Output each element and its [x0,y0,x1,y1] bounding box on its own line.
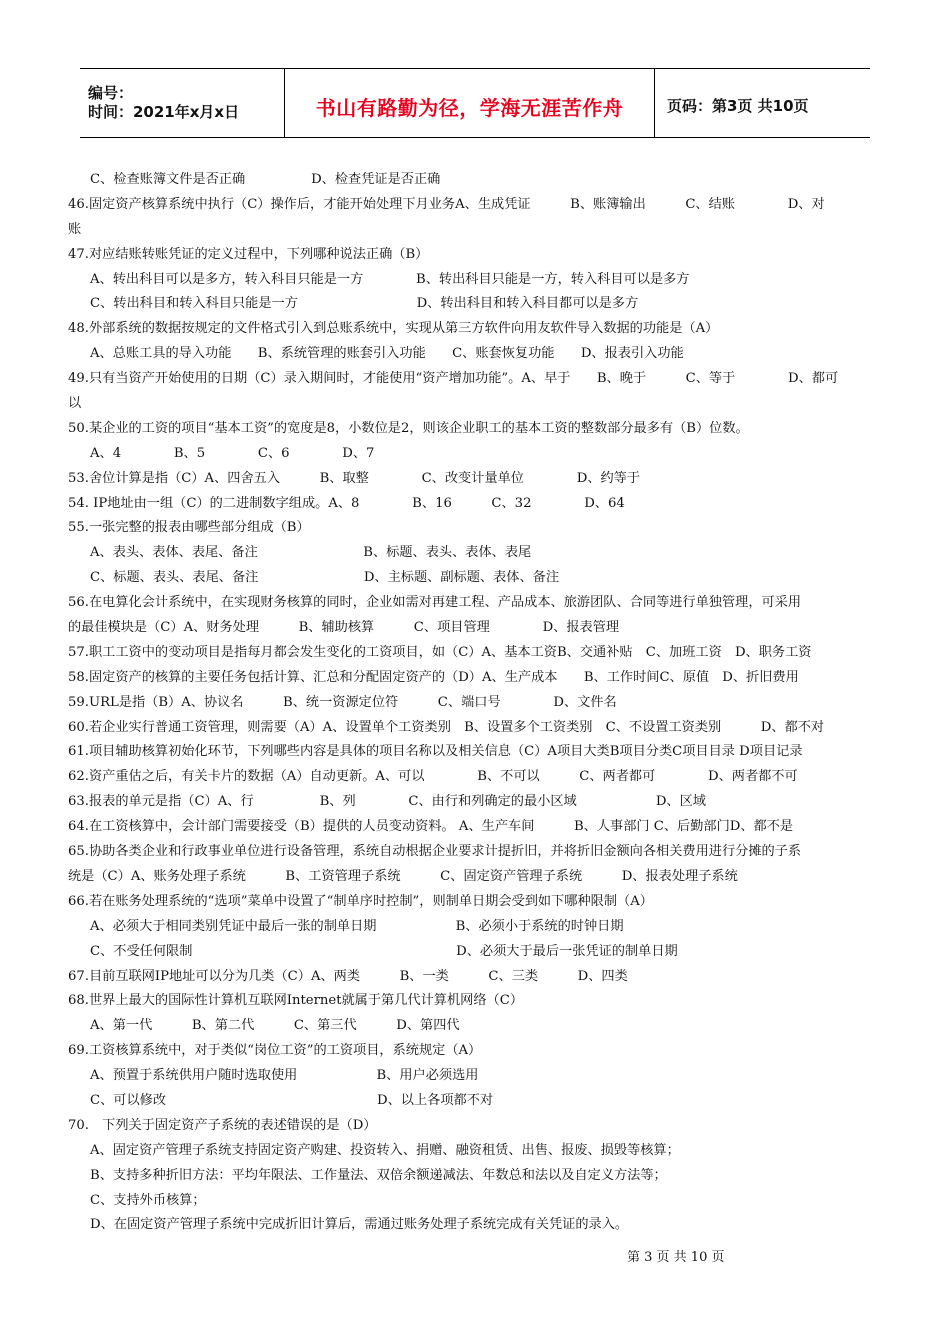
text-line: 66.若在账务处理系统的“选项”菜单中设置了“制单序时控制”，则制单日期会受到如下哪种限制（A） [68,893,653,909]
text-line: A、总账工具的导入功能 B、系统管理的账套引入功能 C、账套恢复功能 D、报表引入功能 [90,346,684,362]
text-line: 53.舍位计算是指（C）A、四舍五入 B、取整 C、改变计量单位 D、约等于 [68,470,641,486]
text-line: C、标题、表头、表尾、备注 D、主标题、副标题、表体、备注 [90,570,560,586]
text-line: 67.目前互联网IP地址可以分为几类（C）A、两类 B、一类 C、三类 D、四类 [68,968,628,984]
doc-number-label: 编号： [88,84,134,102]
page-footer: 第 3 页 共 10 页 [627,1250,725,1265]
text-line: 56.在电算化会计系统中，在实现财务核算的同时，企业如需对再建工程、产品成本、旅游团队、合同等进行单独管理，可采用 [68,595,802,611]
text-line: 以 [68,396,82,412]
text-line: A、4 B、5 C、6 D、7 [90,445,375,461]
text-line: 63.报表的单元是指（C）A、行 B、列 C、由行和列确定的最小区域 D、区域 [68,794,706,810]
text-line: 61.项目辅助核算初始化环节，下列哪些内容是具体的项目名称以及相关信息（C）A项目大类B项目分类C项目目录 D项目记录 [68,744,803,760]
text-line: 的最佳模块是（C）A、财务处理 B、辅助核算 C、项目管理 D、报表管理 [68,620,620,636]
text-line: B、支持多种折旧方法：平均年限法、工作量法、双倍余额递减法、年数总和法以及自定义方法等； [90,1167,667,1183]
text-line: 60.若企业实行普通工资管理，则需要（A）A、设置单个工资类别 B、设置多个工资类别 C、不设置工资类别 D、都不对 [68,719,825,735]
text-line: A、固定资产管理子系统支持固定资产购建、投资转入、捐赠、融资租赁、出售、报废、损毁等核算； [90,1142,680,1158]
text-line: 57.职工工资中的变动项目是指每月都会发生变化的工资项目，如（C）A、基本工资B、交通补贴 C、加班工资 D、职务工资 [68,644,812,660]
text-line: D、在固定资产管理子系统中完成折旧计算后，需通过账务处理子系统完成有关凭证的录入。 [90,1217,629,1233]
text-line: 62.资产重估之后，有关卡片的数据（A）自动更新。A、可以 B、不可以 C、两者都可 D、两者都不可 [68,769,798,785]
text-line: 58.固定资产的核算的主要任务包括计算、汇总和分配固定资产的（D）A、生产成本 B、工作时间C、原值 D、折旧费用 [68,669,799,685]
text-line: C、检查账簿文件是否正确 D、检查凭证是否正确 [90,172,441,187]
header-middle-cell [285,69,655,137]
text-line: C、不受任何限制 D、必须大于最后一张凭证的制单日期 [90,943,678,959]
page-header [80,68,870,138]
text-line: 46.固定资产核算系统中执行（C）操作后，才能开始处理下月业务A、生成凭证 B、账簿输出 C、结账 D、对 [68,196,825,212]
text-line: 50.某企业的工资的项目“基本工资”的宽度是8，小数位是2，则该企业职工的基本工资的整数部分最多有（B）位数。 [68,420,749,436]
text-line: 54. IP地址由一组（C）的二进制数字组成。A、8 B、16 C、32 D、64 [68,495,625,511]
text-line: C、可以修改 D、以上各项都不对 [90,1092,494,1108]
text-line: 48.外部系统的数据按规定的文件格式引入到总账系统中，实现从第三方软件向用友软件导入数据的功能是（A） [68,321,719,337]
question-body [68,168,884,1238]
text-line: 47.对应结账转账凭证的定义过程中，下列哪种说法正确（B） [68,246,429,262]
text-line: A、预置于系统供用户随时选取使用 B、用户必须选用 [90,1068,479,1084]
header-page-label: 页码：第3页 共10页 [667,96,809,115]
doc-time-label: 时间：2021年x月x日 [88,103,240,121]
text-line: A、必须大于相同类别凭证中最后一张的制单日期 B、必须小于系统的时钟日期 [90,918,624,934]
text-line: 统是（C）A、账务处理子系统 B、工资管理子系统 C、固定资产管理子系统 D、报表处理子系统 [68,868,738,884]
header-left-cell [80,69,285,137]
header-motto: 书山有路勤为径，学海无涯苦作舟 [315,95,624,120]
text-line: 64.在工资核算中，会计部门需要接受（B）提供的人员变动资料。 A、生产车间 B、人事部门 C、后勤部门D、都不是 [68,819,794,835]
text-line: 账 [68,221,82,237]
text-line: 59.URL是指（B）A、协议名 B、统一资源定位符 C、端口号 D、文件名 [68,694,617,710]
text-line: A、表头、表体、表尾、备注 B、标题、表头、表体、表尾 [90,545,532,561]
text-line: 69.工资核算系统中，对于类似“岗位工资”的工资项目，系统规定（A） [68,1043,482,1059]
text-line: 65.协助各类企业和行政事业单位进行设备管理，系统自动根据企业要求计提折旧，并将折旧金额向各相关费用进行分摊的子系 [68,844,802,860]
text-line: 68.世界上最大的国际性计算机互联网Internet就属于第几代计算机网络（C） [68,993,524,1009]
text-line: 70. 下列关于固定资产子系统的表述错误的是（D） [68,1117,377,1133]
header-right-cell [655,69,870,137]
text-line: 49.只有当资产开始使用的日期（C）录入期间时，才能使用“资产增加功能”。A、早于 B、晚于 C、等于 D、都可 [68,371,839,387]
text-line: C、支持外币核算； [90,1192,206,1208]
text-line: A、转出科目可以是多方，转入科目只能是一方 B、转出科目只能是一方，转入科目可以是多方 [90,271,690,287]
text-line: C、转出科目和转入科目只能是一方 D、转出科目和转入科目都可以是多方 [90,296,639,312]
text-line: 55.一张完整的报表由哪些部分组成（B） [68,520,310,536]
text-line: A、第一代 B、第二代 C、第三代 D、第四代 [90,1018,460,1034]
